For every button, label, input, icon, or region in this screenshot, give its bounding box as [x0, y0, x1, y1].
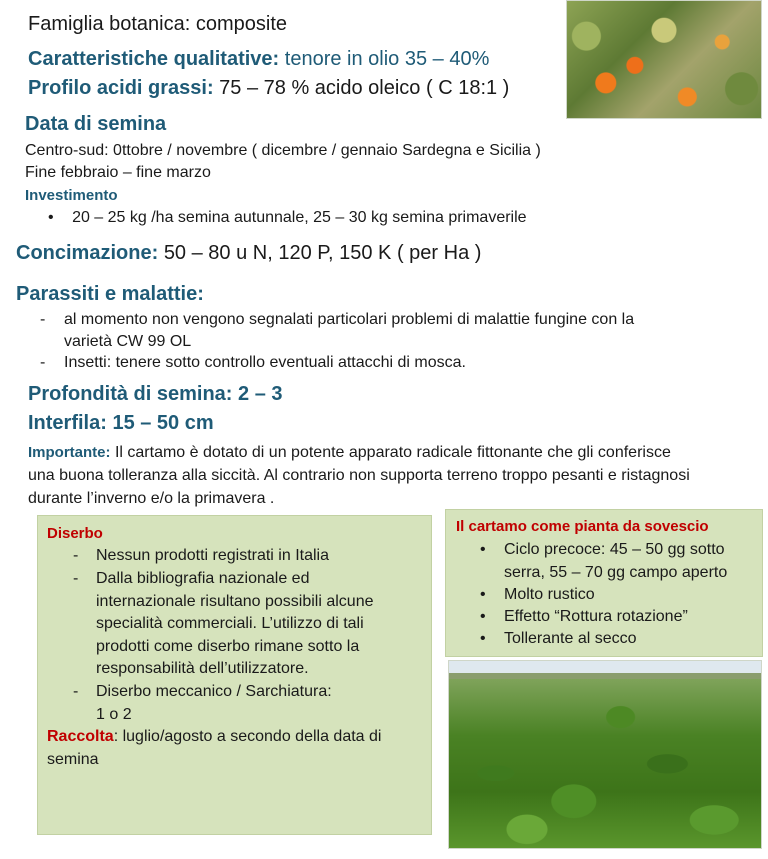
- weeding-item-2-line: internazionale risultano possibili alcune: [96, 592, 374, 610]
- green-manure-item-line: serra, 55 – 70 gg campo aperto: [504, 563, 728, 581]
- weeding-item-3: [73, 681, 332, 726]
- botanical-family: Famiglia botanica: composite: [28, 13, 288, 35]
- fertilization-line: [16, 242, 481, 265]
- green-manure-item-line: Effetto “Rottura rotazione”: [504, 608, 688, 625]
- sowing-title: Data di semina: [25, 113, 167, 135]
- investment-item: [48, 209, 527, 227]
- sowing-line-2: Fine febbraio – fine marzo: [25, 164, 211, 181]
- pests-item-2-text: Insetti: tenere sotto controllo eventuali attacchi di mosca.: [64, 354, 466, 371]
- safflower-flower-photo: [566, 0, 762, 119]
- bullet-icon: •: [480, 630, 486, 647]
- weeding-item-2-line: Dalla bibliografia nazionale ed: [96, 570, 310, 587]
- harvest-line: [47, 726, 417, 771]
- field-horizon: [449, 673, 761, 679]
- investment-label: Investimento: [25, 187, 118, 204]
- weeding-title: Diserbo: [47, 525, 103, 542]
- weeding-item-1: [73, 545, 329, 568]
- quality-line: [28, 48, 489, 71]
- sowing-depth: Profondità di semina: 2 – 3: [28, 383, 283, 405]
- fertilization-label: Concimazione:: [16, 242, 159, 264]
- bullet-icon: •: [480, 586, 486, 603]
- weeding-item-1-text: Nessun prodotti registrati in Italia: [96, 547, 329, 564]
- weeding-item-3-line-2: 1 o 2: [96, 705, 132, 723]
- dash-icon: -: [73, 547, 79, 564]
- green-manure-item: [480, 584, 595, 607]
- weeding-box: [37, 515, 432, 835]
- investment-text: 20 – 25 kg /ha semina autunnale, 25 – 30 kg semina primaverile: [72, 209, 527, 226]
- dash-icon: -: [40, 311, 46, 328]
- sowing-line-1: Centro-sud: 0ttobre / novembre ( dicembre / gennaio Sardegna e Sicilia ): [25, 142, 541, 159]
- pests-item-2: [40, 354, 466, 372]
- important-line-2: una buona tolleranza alla siccità. Al contrario non supporta terreno troppo pesanti e ristagnosi: [28, 467, 690, 484]
- dash-icon: -: [73, 683, 79, 700]
- bullet-icon: •: [480, 541, 486, 558]
- green-manure-box: [445, 509, 763, 657]
- green-manure-item: [480, 539, 727, 584]
- important-line-1: [28, 441, 768, 464]
- important-text-1: Il cartamo è dotato di un potente apparato radicale fittonante che gli conferisce: [110, 444, 671, 461]
- green-manure-item-line: Ciclo precoce: 45 – 50 gg sotto: [504, 541, 725, 558]
- pests-item-1-line-1: al momento non vengono segnalati particolari problemi di malattie fungine con la: [64, 311, 635, 328]
- fertilization-value: 50 – 80 u N, 120 P, 150 K ( per Ha ): [163, 242, 482, 264]
- weeding-item-2: [73, 568, 413, 681]
- green-manure-item: [480, 628, 637, 651]
- fatty-acid-label: Profilo acidi grassi:: [28, 77, 214, 99]
- pests-title: Parassiti e malattie:: [16, 283, 204, 305]
- important-label: Importante:: [28, 444, 111, 461]
- green-manure-item-line: Molto rustico: [504, 586, 595, 603]
- quality-value: tenore in olio 35 – 40%: [284, 48, 490, 70]
- harvest-text: : luglio/agosto a secondo della data di: [113, 728, 382, 745]
- weeding-item-3-line-1: Diserbo meccanico / Sarchiatura:: [96, 683, 332, 700]
- pests-item-1-line-2: varietà CW 99 OL: [64, 333, 192, 350]
- harvest-label: Raccolta: [47, 728, 114, 745]
- weeding-item-2-line: responsabilità dell’utilizzatore.: [96, 660, 309, 677]
- weeding-item-2-line: prodotti come diserbo rimane sotto la: [96, 637, 360, 655]
- dash-icon: -: [73, 570, 79, 587]
- weeding-item-2-line: specialità commerciali. L’utilizzo di tali: [96, 615, 364, 632]
- green-manure-item: [480, 606, 688, 629]
- important-line-3: durante l’inverno e/o la primavera .: [28, 490, 275, 507]
- bullet-icon: •: [480, 608, 486, 625]
- safflower-field-photo: [448, 660, 762, 849]
- fatty-acid-line: [28, 77, 509, 100]
- quality-label: Caratteristiche qualitative:: [28, 48, 280, 70]
- bullet-icon: •: [48, 209, 54, 226]
- dash-icon: -: [40, 354, 46, 371]
- harvest-text-2: semina: [47, 750, 99, 768]
- row-spacing: Interfila: 15 – 50 cm: [28, 412, 214, 434]
- green-manure-item-line: Tollerante al secco: [504, 630, 637, 647]
- pests-item-1: [40, 309, 634, 353]
- green-manure-title: Il cartamo come pianta da sovescio: [456, 518, 709, 535]
- important-paragraph: [28, 441, 768, 510]
- fatty-acid-value: 75 – 78 % acido oleico ( C 18:1 ): [219, 77, 510, 99]
